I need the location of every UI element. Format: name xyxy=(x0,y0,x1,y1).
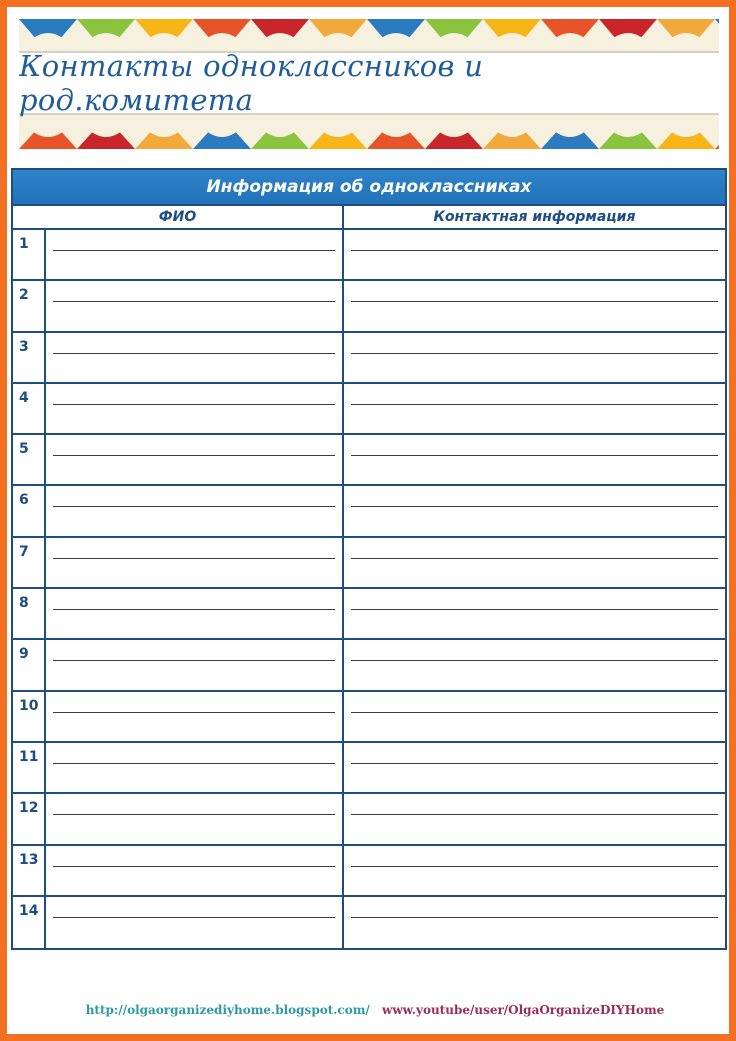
table-row xyxy=(13,897,725,948)
row-number: 3 xyxy=(13,333,46,382)
write-line xyxy=(53,763,335,764)
page-title: Контакты одноклассников и род.комитета xyxy=(19,49,484,117)
name-field[interactable] xyxy=(46,333,344,382)
title-strip xyxy=(19,51,719,115)
classmates-table xyxy=(11,168,727,950)
write-line xyxy=(53,455,335,456)
write-line xyxy=(351,917,718,918)
write-line xyxy=(351,301,718,302)
write-line xyxy=(351,506,718,507)
write-line xyxy=(351,866,718,867)
name-field[interactable] xyxy=(46,589,344,638)
write-line xyxy=(351,814,718,815)
contact-field[interactable] xyxy=(344,743,725,792)
table-row xyxy=(13,794,725,845)
table-row xyxy=(13,589,725,640)
name-field[interactable] xyxy=(46,692,344,741)
write-line xyxy=(351,609,718,610)
write-line xyxy=(53,609,335,610)
table-row xyxy=(13,846,725,897)
name-field[interactable] xyxy=(46,486,344,535)
row-number: 4 xyxy=(13,384,46,433)
row-number: 1 xyxy=(13,230,46,279)
footer xyxy=(7,1003,736,1017)
write-line xyxy=(53,712,335,713)
table-heading: Информация об одноклассниках xyxy=(13,170,725,204)
table-row xyxy=(13,538,725,589)
contact-field[interactable] xyxy=(344,640,725,689)
name-field[interactable] xyxy=(46,538,344,587)
table-row xyxy=(13,384,725,435)
contact-field[interactable] xyxy=(344,538,725,587)
table-row xyxy=(13,333,725,384)
contact-field[interactable] xyxy=(344,333,725,382)
name-field[interactable] xyxy=(46,794,344,843)
contact-field[interactable] xyxy=(344,486,725,535)
contact-field[interactable] xyxy=(344,692,725,741)
write-line xyxy=(351,455,718,456)
row-number: 13 xyxy=(13,846,46,895)
table-row xyxy=(13,640,725,691)
table-row xyxy=(13,435,725,486)
write-line xyxy=(351,353,718,354)
youtube-link[interactable]: www.youtube/user/OlgaOrganizeDIYHome xyxy=(382,1003,665,1017)
name-field[interactable] xyxy=(46,281,344,330)
row-number: 14 xyxy=(13,897,46,948)
write-line xyxy=(351,404,718,405)
contact-field[interactable] xyxy=(344,384,725,433)
contact-field[interactable] xyxy=(344,897,725,948)
name-field[interactable] xyxy=(46,846,344,895)
contact-field[interactable] xyxy=(344,794,725,843)
row-number: 5 xyxy=(13,435,46,484)
row-number: 8 xyxy=(13,589,46,638)
write-line xyxy=(53,353,335,354)
name-field[interactable] xyxy=(46,897,344,948)
write-line xyxy=(53,917,335,918)
write-line xyxy=(53,506,335,507)
write-line xyxy=(53,404,335,405)
write-line xyxy=(53,558,335,559)
write-line xyxy=(53,866,335,867)
row-number: 11 xyxy=(13,743,46,792)
write-line xyxy=(53,250,335,251)
row-number: 12 xyxy=(13,794,46,843)
table-body xyxy=(13,230,725,948)
table-row xyxy=(13,743,725,794)
write-line xyxy=(351,763,718,764)
name-field[interactable] xyxy=(46,230,344,279)
table-row xyxy=(13,486,725,537)
write-line xyxy=(351,712,718,713)
blog-link[interactable]: http://olgaorganizediyhome.blogspot.com/ xyxy=(85,1003,370,1017)
name-field[interactable] xyxy=(46,384,344,433)
write-line xyxy=(351,250,718,251)
name-field[interactable] xyxy=(46,743,344,792)
contact-field[interactable] xyxy=(344,230,725,279)
contact-field[interactable] xyxy=(344,589,725,638)
write-line xyxy=(351,558,718,559)
column-header-name: ФИО xyxy=(13,206,344,228)
row-number: 6 xyxy=(13,486,46,535)
contact-field[interactable] xyxy=(344,281,725,330)
row-number: 7 xyxy=(13,538,46,587)
row-number: 2 xyxy=(13,281,46,330)
table-row xyxy=(13,692,725,743)
row-number: 10 xyxy=(13,692,46,741)
name-field[interactable] xyxy=(46,640,344,689)
table-row xyxy=(13,281,725,332)
row-number: 9 xyxy=(13,640,46,689)
name-field[interactable] xyxy=(46,435,344,484)
decorative-banner xyxy=(19,19,719,149)
table-row xyxy=(13,230,725,281)
column-headers xyxy=(13,204,725,230)
write-line xyxy=(53,301,335,302)
write-line xyxy=(53,814,335,815)
column-header-contact: Контактная информация xyxy=(433,209,636,225)
contact-field[interactable] xyxy=(344,846,725,895)
write-line xyxy=(53,660,335,661)
write-line xyxy=(351,660,718,661)
contact-field[interactable] xyxy=(344,435,725,484)
